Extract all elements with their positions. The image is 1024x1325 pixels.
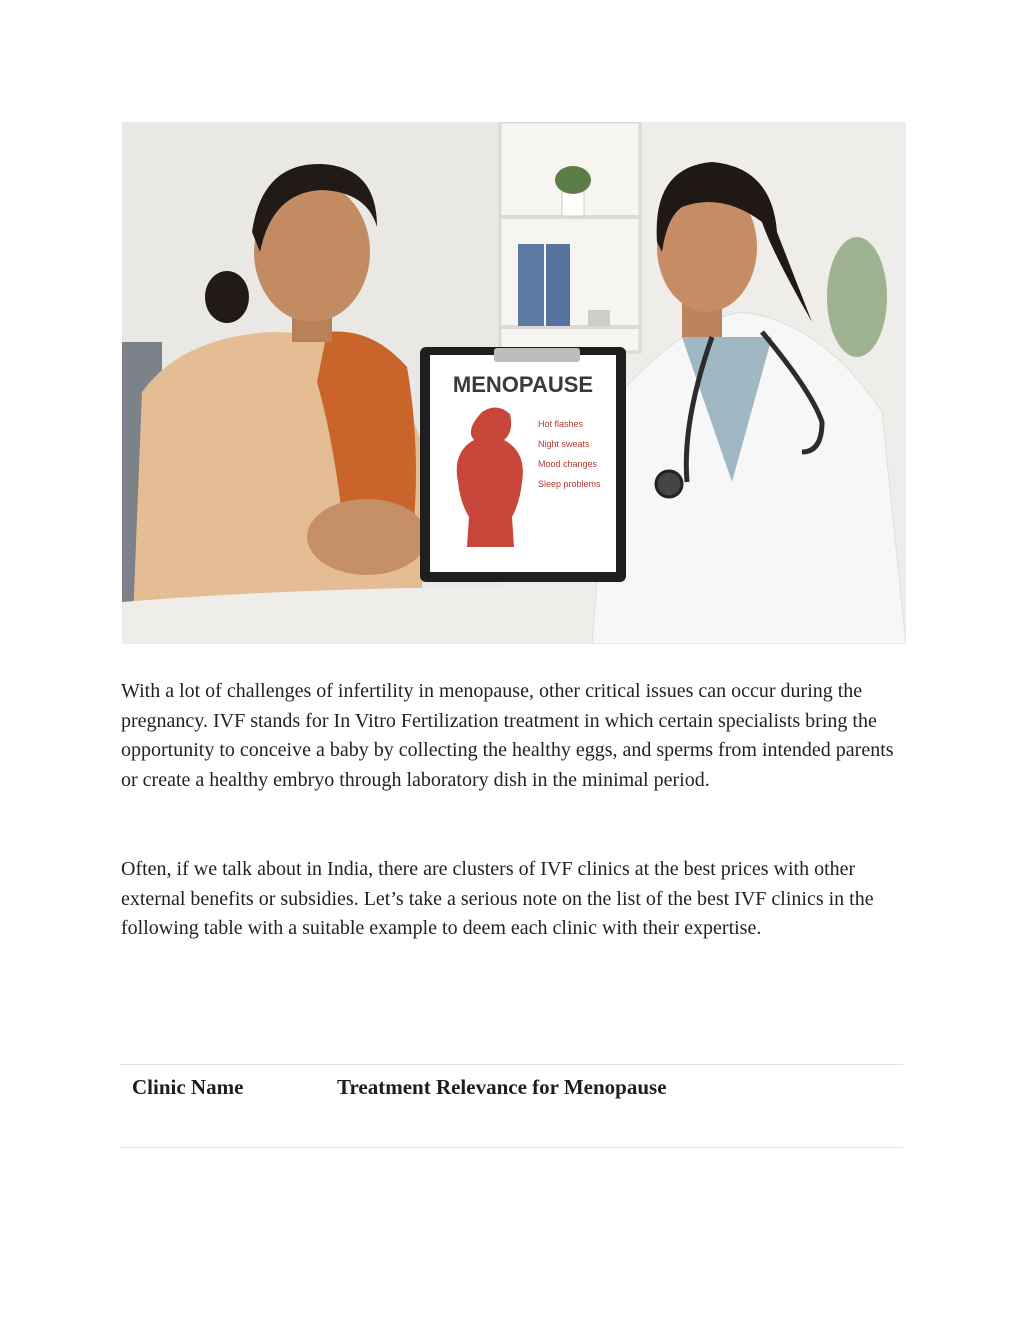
clipboard-item: Sleep problems <box>538 479 601 489</box>
clipboard-item: Night sweats <box>538 439 590 449</box>
clipboard-title: MENOPAUSE <box>452 372 594 397</box>
shelf-unit <box>500 122 640 352</box>
table-header-treatment-relevance: Treatment Relevance for Menopause <box>337 1075 667 1099</box>
clinics-table <box>120 1064 903 1148</box>
clipboard-item: Hot flashes <box>538 419 584 429</box>
article-paragraph-1: With a lot of challenges of infertility in menopause, other critical issues can occur during the pregnancy. IVF stands for In Vitro Fertilization treatment in which certain specialists bring the opportunity to conceive a baby by collecting the healthy eggs, and sperms from intended parents or create a healthy embryo through laboratory dish in the minimal period. <box>121 680 894 791</box>
article-paragraph-2: Often, if we talk about in India, there are clusters of IVF clinics at the best prices with other external benefits or subsidies. Let’s take a serious note on the list of the best IVF clinics in the following table with a suitable example to deem each clinic with their expertise. <box>121 858 874 940</box>
menopause-clipboard <box>420 347 626 582</box>
clipboard-item: Mood changes <box>538 459 598 469</box>
consultation-photo <box>122 122 906 644</box>
table-header-clinic-name: Clinic Name <box>132 1075 244 1099</box>
